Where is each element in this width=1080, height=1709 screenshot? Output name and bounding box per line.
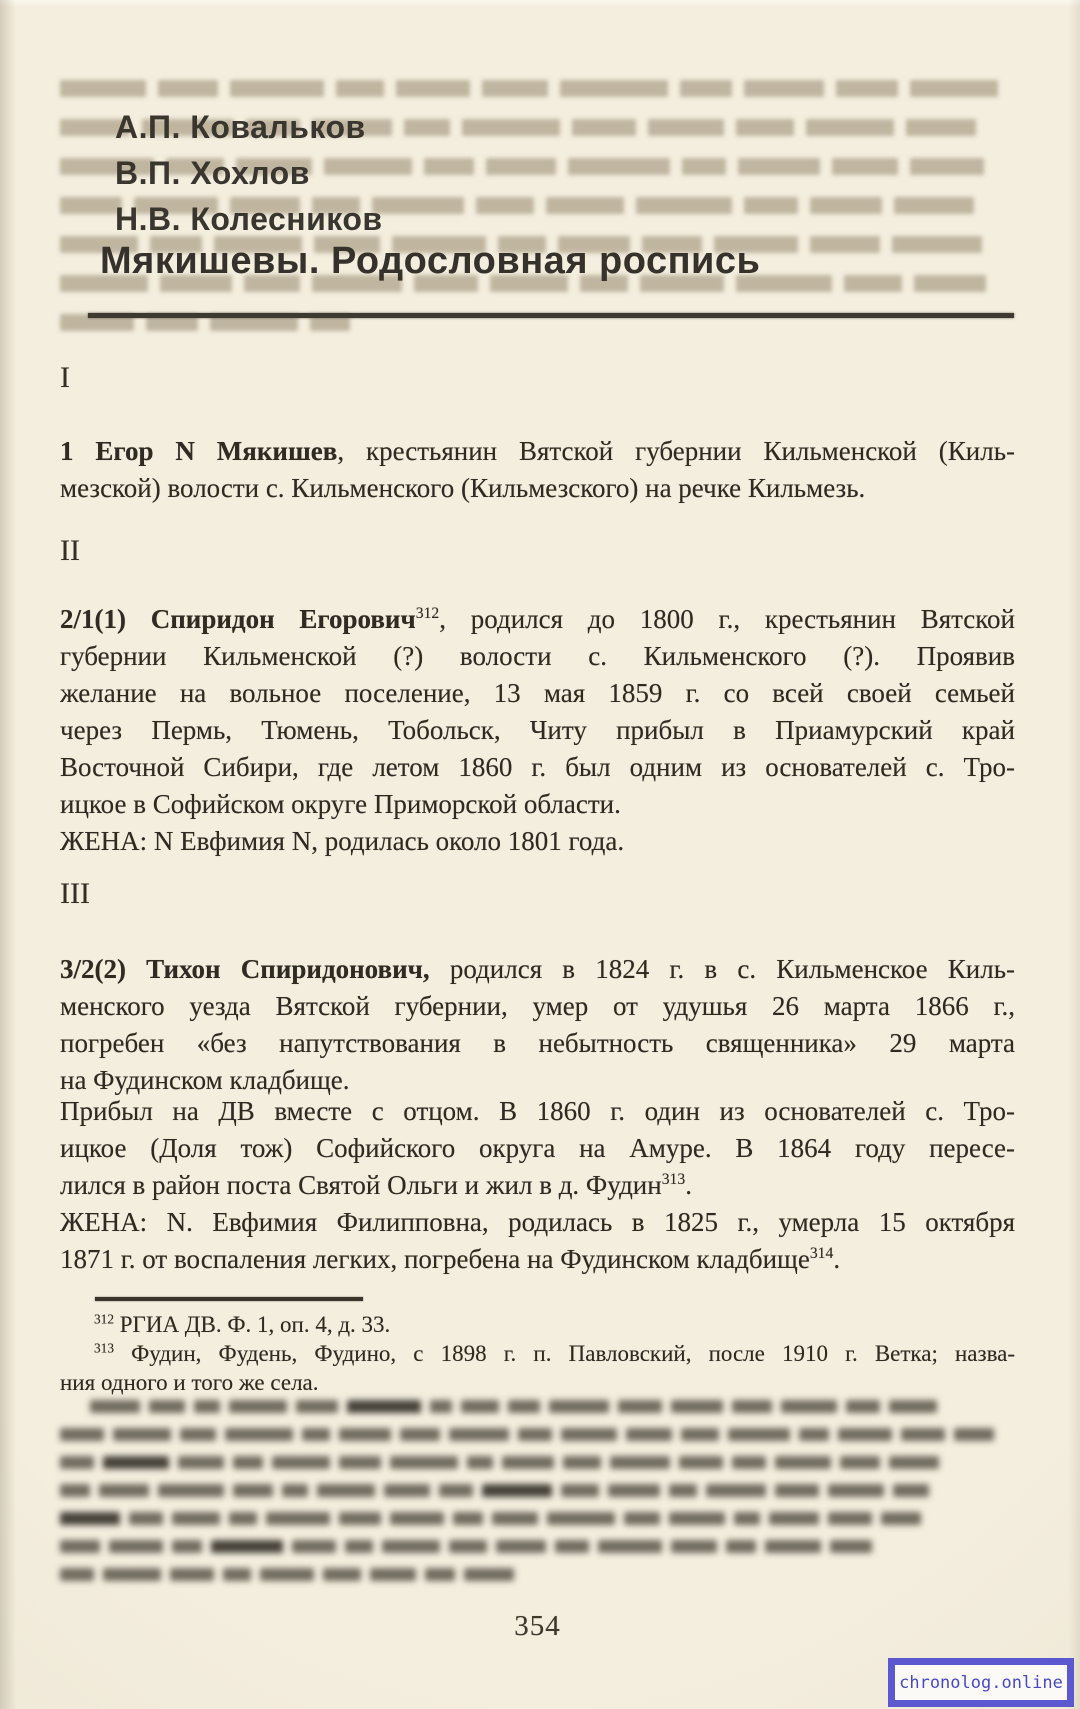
- word-blob: [892, 236, 982, 253]
- blurred-line: [60, 1568, 1015, 1581]
- text-line: [60, 1130, 1015, 1167]
- page-title: Мякишевы. Родословная роспись: [100, 240, 761, 282]
- word-blob: [679, 1456, 723, 1469]
- word-blob: [339, 1428, 391, 1441]
- word-blob: [889, 1456, 939, 1469]
- word-blob: [60, 197, 122, 214]
- word-blob: [282, 1484, 308, 1497]
- footnote-line: [60, 1310, 1015, 1339]
- footnote-line: [60, 1339, 1015, 1368]
- word-blob: [482, 80, 548, 97]
- word-blob: [223, 1568, 251, 1581]
- word-blob: [734, 1512, 760, 1525]
- blurred-line: [60, 1540, 1015, 1553]
- word-blob: [775, 1484, 819, 1497]
- word-blob: [636, 197, 732, 214]
- text-segment: желание на вольное поселение, 13 мая 1859 г. со всей своей семьей: [60, 678, 1015, 708]
- word-blob: [738, 158, 820, 175]
- word-blob: [728, 1428, 790, 1441]
- text-line: [60, 951, 1015, 988]
- word-blob: [149, 1400, 185, 1413]
- word-blob: [830, 1540, 872, 1553]
- word-blob: [60, 1512, 120, 1525]
- word-blob: [669, 1512, 725, 1525]
- superscript-ref: 313: [661, 1171, 686, 1188]
- text-line: [60, 1167, 1015, 1204]
- text-segment: 1 Егор N Мякишев: [60, 436, 338, 466]
- word-blob: [233, 1484, 273, 1497]
- word-blob: [390, 1456, 458, 1469]
- word-blob: [229, 1512, 257, 1525]
- watermark-stamp: [888, 1658, 1074, 1707]
- bleedthrough-line: [60, 80, 1015, 97]
- text-segment: ицкое (Доля тож) Софийского округа на Амуре. В 1864 году пересе-: [60, 1133, 1015, 1163]
- word-blob: [449, 1428, 509, 1441]
- word-blob: [906, 119, 976, 136]
- word-blob: [158, 80, 218, 97]
- text-segment: Восточной Сибири, где летом 1860 г. был одним из основателей с. Тро-: [60, 752, 1015, 782]
- section-numeral: I: [60, 361, 70, 394]
- text-segment: ния одного и того же села.: [60, 1370, 319, 1395]
- word-blob: [390, 1512, 444, 1525]
- word-blob: [680, 80, 732, 97]
- genealogy-paragraph: [60, 601, 1015, 860]
- word-blob: [292, 1540, 336, 1553]
- blurred-line: [60, 1484, 1015, 1497]
- genealogy-paragraph: [60, 1204, 1015, 1278]
- word-blob: [260, 1568, 314, 1581]
- text-segment: , крестьянин Вятской губернии Кильменской (Киль-: [337, 436, 1015, 466]
- word-blob: [546, 197, 624, 214]
- word-blob: [60, 1428, 104, 1441]
- word-blob: [769, 1512, 819, 1525]
- word-blob: [624, 1512, 660, 1525]
- word-blob: [170, 1568, 214, 1581]
- word-blob: [568, 158, 670, 175]
- word-blob: [339, 1512, 381, 1525]
- word-blob: [671, 1540, 717, 1553]
- text-line: [60, 749, 1015, 786]
- word-blob: [518, 1428, 552, 1441]
- text-segment: .: [833, 1244, 841, 1274]
- text-segment: мезской) волости с. Кильменского (Кильмезского) на речке Кильмезь.: [60, 473, 866, 503]
- word-blob: [194, 1400, 220, 1413]
- word-blob: [732, 1400, 772, 1413]
- word-blob: [317, 1484, 375, 1497]
- word-blob: [806, 119, 894, 136]
- text-line: [60, 675, 1015, 712]
- genealogy-paragraph: [60, 951, 1015, 1099]
- text-line: [60, 1204, 1015, 1241]
- word-blob: [563, 1456, 601, 1469]
- word-blob: [881, 1512, 921, 1525]
- word-blob: [914, 275, 986, 292]
- word-blob: [610, 1456, 670, 1469]
- word-blob: [732, 1456, 766, 1469]
- blurred-line: [60, 1512, 1015, 1525]
- text-line: [60, 470, 1015, 507]
- word-blob: [453, 1512, 483, 1525]
- watermark-text: chronolog.online: [899, 1672, 1063, 1693]
- authors-block: [115, 104, 383, 242]
- word-blob: [467, 1456, 493, 1469]
- word-blob: [681, 1428, 719, 1441]
- word-blob: [225, 1428, 293, 1441]
- text-segment: родился в 1824 г. в с. Кильменское Киль-: [429, 954, 1015, 984]
- word-blob: [844, 275, 902, 292]
- section-numeral: II: [60, 534, 80, 567]
- word-blob: [508, 1400, 540, 1413]
- word-blob: [838, 1428, 892, 1441]
- word-blob: [60, 1568, 94, 1581]
- word-blob: [572, 119, 636, 136]
- word-blob: [618, 1400, 662, 1413]
- text-line: [60, 712, 1015, 749]
- word-blob: [430, 1400, 452, 1413]
- word-blob: [424, 158, 474, 175]
- text-line: [60, 786, 1015, 823]
- word-blob: [828, 1512, 872, 1525]
- superscript-ref: 314: [809, 1245, 834, 1262]
- superscript-ref: 312: [94, 1311, 114, 1327]
- word-blob: [744, 197, 798, 214]
- text-segment: 3/2(2) Тихон Спиридонович,: [60, 954, 430, 984]
- word-blob: [372, 197, 464, 214]
- superscript-ref: 313: [94, 1340, 114, 1356]
- word-blob: [382, 1540, 440, 1553]
- word-blob: [180, 1428, 216, 1441]
- word-blob: [323, 1568, 361, 1581]
- word-blob: [439, 1484, 473, 1497]
- word-blob: [60, 1484, 90, 1497]
- word-blob: [486, 158, 556, 175]
- word-blob: [840, 1456, 880, 1469]
- word-blob: [90, 1400, 140, 1413]
- word-blob: [347, 1400, 421, 1413]
- footnote-separator: [95, 1297, 363, 1301]
- word-blob: [502, 1456, 554, 1469]
- word-blob: [832, 158, 898, 175]
- word-blob: [894, 197, 974, 214]
- word-blob: [476, 197, 534, 214]
- genealogy-paragraph: [60, 1093, 1015, 1204]
- word-blob: [549, 1400, 609, 1413]
- word-blob: [954, 1428, 994, 1441]
- text-segment: через Пермь, Тюмень, Тобольск, Читу прибыл в Приамурский край: [60, 715, 1015, 745]
- page-number: 354: [514, 1610, 561, 1642]
- word-blob: [266, 1512, 330, 1525]
- word-blob: [370, 1568, 416, 1581]
- word-blob: [799, 1428, 829, 1441]
- text-line: [60, 988, 1015, 1025]
- section-numeral: III: [60, 877, 90, 910]
- word-blob: [482, 1484, 552, 1497]
- word-blob: [648, 119, 724, 136]
- word-blob: [781, 1400, 837, 1413]
- word-blob: [846, 1400, 880, 1413]
- word-blob: [425, 1568, 455, 1581]
- word-blob: [211, 1540, 283, 1553]
- word-blob: [464, 1568, 514, 1581]
- word-blob: [893, 1484, 929, 1497]
- author-name: А.П. Ковальков: [115, 109, 366, 145]
- text-segment: ЖЕНА: N Евфимия N, родилась около 1801 года.: [60, 826, 625, 856]
- text-segment: губернии Кильменской (?) волости с. Кильменского (?). Проявив: [60, 641, 1015, 671]
- word-blob: [113, 1428, 171, 1441]
- word-blob: [103, 1456, 169, 1469]
- text-segment: Фудин, Фудень, Фудино, с 1898 г. п. Павловский, после 1910 г. Ветка; назва-: [114, 1341, 1015, 1366]
- blurred-line: [60, 1400, 1015, 1413]
- word-blob: [60, 1456, 94, 1469]
- word-blob: [272, 1456, 330, 1469]
- word-blob: [836, 80, 898, 97]
- word-blob: [555, 1540, 589, 1553]
- blurred-line: [60, 1456, 1015, 1469]
- word-blob: [400, 1428, 440, 1441]
- blurred-line: [60, 1428, 1015, 1441]
- word-blob: [233, 1456, 263, 1469]
- text-line: [60, 1093, 1015, 1130]
- text-segment: погребен «без напутствования в небытность священника» 29 марта: [60, 1028, 1015, 1058]
- word-blob: [682, 158, 726, 175]
- word-blob: [229, 1400, 287, 1413]
- word-blob: [449, 1540, 487, 1553]
- word-blob: [828, 1484, 884, 1497]
- footnotes-block: [60, 1310, 1015, 1397]
- word-blob: [339, 1456, 381, 1469]
- word-blob: [230, 80, 324, 97]
- text-line: [60, 823, 1015, 860]
- word-blob: [901, 1428, 945, 1441]
- word-blob: [775, 1456, 831, 1469]
- word-blob: [296, 1400, 338, 1413]
- text-segment: лился в район поста Святой Ольги и жил в д. Фудин: [60, 1170, 662, 1200]
- word-blob: [744, 80, 824, 97]
- text-segment: Прибыл на ДВ вместе с отцом. В 1860 г. один из основателей с. Тро-: [60, 1096, 1015, 1126]
- text-segment: 2/1(1) Спиридон Егорович: [60, 604, 416, 634]
- word-blob: [99, 1484, 149, 1497]
- word-blob: [547, 1512, 615, 1525]
- word-blob: [302, 1428, 330, 1441]
- word-blob: [492, 1512, 538, 1525]
- word-blob: [889, 1400, 937, 1413]
- text-segment: ЖЕНА: N. Евфимия Филипповна, родилась в 1825 г., умерла 15 октября: [60, 1207, 1015, 1237]
- text-line: [60, 1241, 1015, 1278]
- superscript-ref: 312: [415, 605, 440, 622]
- author-name: В.П. Хохлов: [115, 155, 310, 191]
- text-segment: менского уезда Вятской губернии, умер от удушья 26 марта 1866 г.,: [60, 991, 1015, 1021]
- word-blob: [910, 80, 998, 97]
- word-blob: [336, 80, 384, 97]
- word-blob: [608, 1484, 660, 1497]
- word-blob: [496, 1540, 546, 1553]
- word-blob: [60, 1540, 100, 1553]
- text-segment: 1871 г. от воспаления легких, погребена на Фудинском кладбище: [60, 1244, 810, 1274]
- word-blob: [109, 1540, 163, 1553]
- word-blob: [706, 1484, 766, 1497]
- word-blob: [736, 119, 794, 136]
- word-blob: [129, 1512, 163, 1525]
- text-line: [60, 1025, 1015, 1062]
- word-blob: [172, 1512, 220, 1525]
- word-blob: [345, 1540, 373, 1553]
- word-blob: [462, 119, 560, 136]
- title-rule: [88, 313, 1014, 318]
- word-blob: [384, 1484, 430, 1497]
- text-segment: на Фудинском кладбище.: [60, 1065, 350, 1095]
- word-blob: [461, 1400, 499, 1413]
- word-blob: [396, 80, 470, 97]
- word-blob: [598, 1540, 662, 1553]
- word-blob: [560, 80, 668, 97]
- word-blob: [671, 1400, 723, 1413]
- word-blob: [810, 236, 880, 253]
- word-blob: [669, 1484, 697, 1497]
- word-blob: [404, 119, 450, 136]
- word-blob: [172, 1540, 202, 1553]
- text-segment: ицкое в Софийском округе Приморской области.: [60, 789, 621, 819]
- footnote-line: [60, 1368, 1015, 1397]
- word-blob: [910, 158, 984, 175]
- word-blob: [178, 1456, 224, 1469]
- text-segment: , родился до 1800 г., крестьянин Вятской: [439, 604, 1015, 634]
- text-line: [60, 433, 1015, 470]
- text-line: [60, 601, 1015, 638]
- word-blob: [626, 1428, 672, 1441]
- word-blob: [158, 1484, 224, 1497]
- genealogy-paragraph: [60, 433, 1015, 507]
- word-blob: [726, 1540, 756, 1553]
- text-segment: .: [685, 1170, 692, 1200]
- word-blob: [561, 1428, 617, 1441]
- text-segment: РГИА ДВ. Ф. 1, оп. 4, д. 33.: [114, 1312, 391, 1337]
- text-line: [60, 638, 1015, 675]
- word-blob: [810, 197, 882, 214]
- word-blob: [60, 80, 146, 97]
- author-name: Н.В. Колесников: [115, 201, 383, 237]
- word-blob: [561, 1484, 599, 1497]
- word-blob: [765, 1540, 821, 1553]
- word-blob: [103, 1568, 161, 1581]
- blurred-footnote-block: [60, 1400, 1015, 1596]
